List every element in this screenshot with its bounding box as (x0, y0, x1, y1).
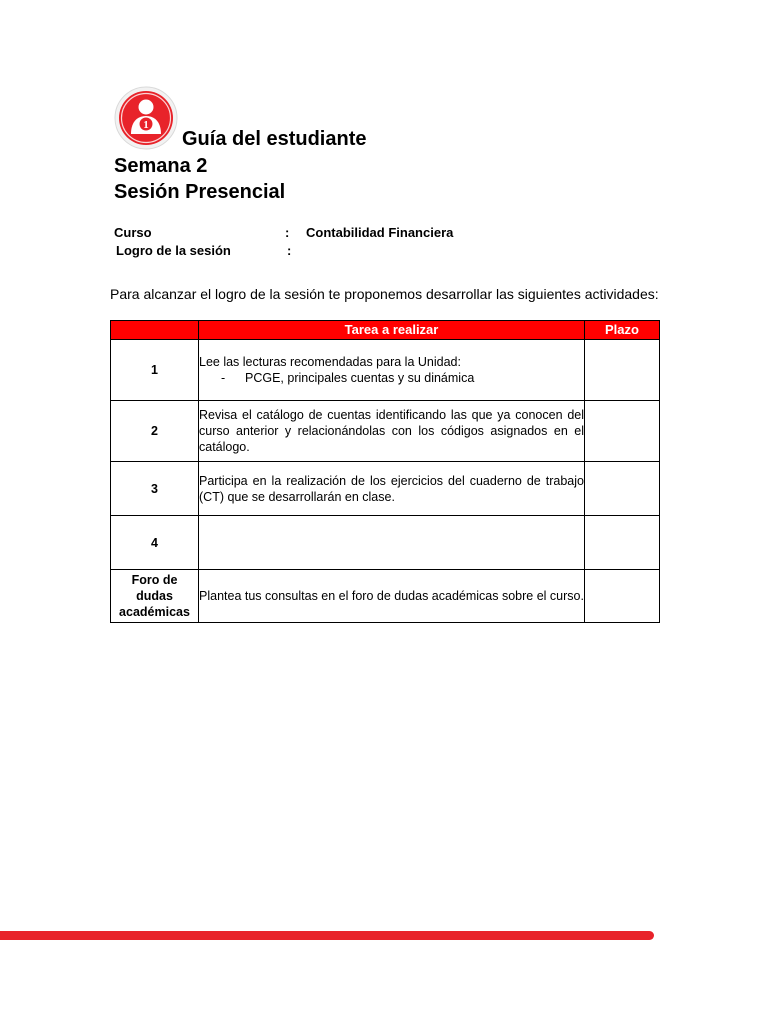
row-task: Plantea tus consultas en el foro de dudas académicas sobre el curso. (199, 570, 585, 623)
course-value: Contabilidad Financiera (306, 225, 454, 240)
intro-text: Para alcanzar el logro de la sesión te proponemos desarrollar las siguientes actividades: (110, 286, 659, 302)
footer-divider (0, 931, 654, 940)
table-row (111, 516, 660, 570)
task-table (110, 320, 660, 623)
row-deadline (585, 401, 660, 462)
bullet-dash: - (221, 371, 226, 385)
week-title: Semana 2 (114, 155, 208, 177)
logo-number: 1 (143, 119, 149, 131)
header-number (111, 321, 199, 340)
course-label: Curso (114, 225, 152, 240)
student-badge-icon (114, 86, 178, 150)
row-task (199, 516, 585, 570)
table-row (111, 340, 660, 401)
row-number: 2 (111, 401, 199, 462)
table-row (111, 570, 660, 623)
header-task: Tarea a realizar (199, 321, 585, 340)
row-deadline (585, 462, 660, 516)
bullet-text: PCGE, principales cuentas y su dinámica (245, 371, 475, 385)
table-header-row (111, 321, 660, 340)
goal-separator: : (287, 243, 292, 258)
course-separator: : (285, 225, 290, 240)
row-number: Foro de dudas académicas (111, 570, 199, 623)
row-deadline (585, 340, 660, 401)
header-deadline: Plazo (585, 321, 660, 340)
goal-label: Logro de la sesión (116, 243, 231, 258)
row-task-text: Lee las lecturas recomendadas para la Unidad: (199, 355, 461, 369)
row-task (199, 340, 585, 401)
guide-title: Guía del estudiante (182, 128, 367, 150)
table-row (111, 462, 660, 516)
session-title: Sesión Presencial (114, 181, 286, 203)
table-row (111, 401, 660, 462)
row-deadline (585, 570, 660, 623)
row-deadline (585, 516, 660, 570)
row-task-bullet (199, 370, 584, 386)
row-task: Participa en la realización de los ejercicios del cuaderno de trabajo (CT) que se desarrollarán en clase. (199, 462, 585, 516)
row-number: 1 (111, 340, 199, 401)
row-number: 3 (111, 462, 199, 516)
row-task: Revisa el catálogo de cuentas identificando las que ya conocen del curso anterior y relacionándolas con los códigos asignados en el catálogo. (199, 401, 585, 462)
row-number: 4 (111, 516, 199, 570)
